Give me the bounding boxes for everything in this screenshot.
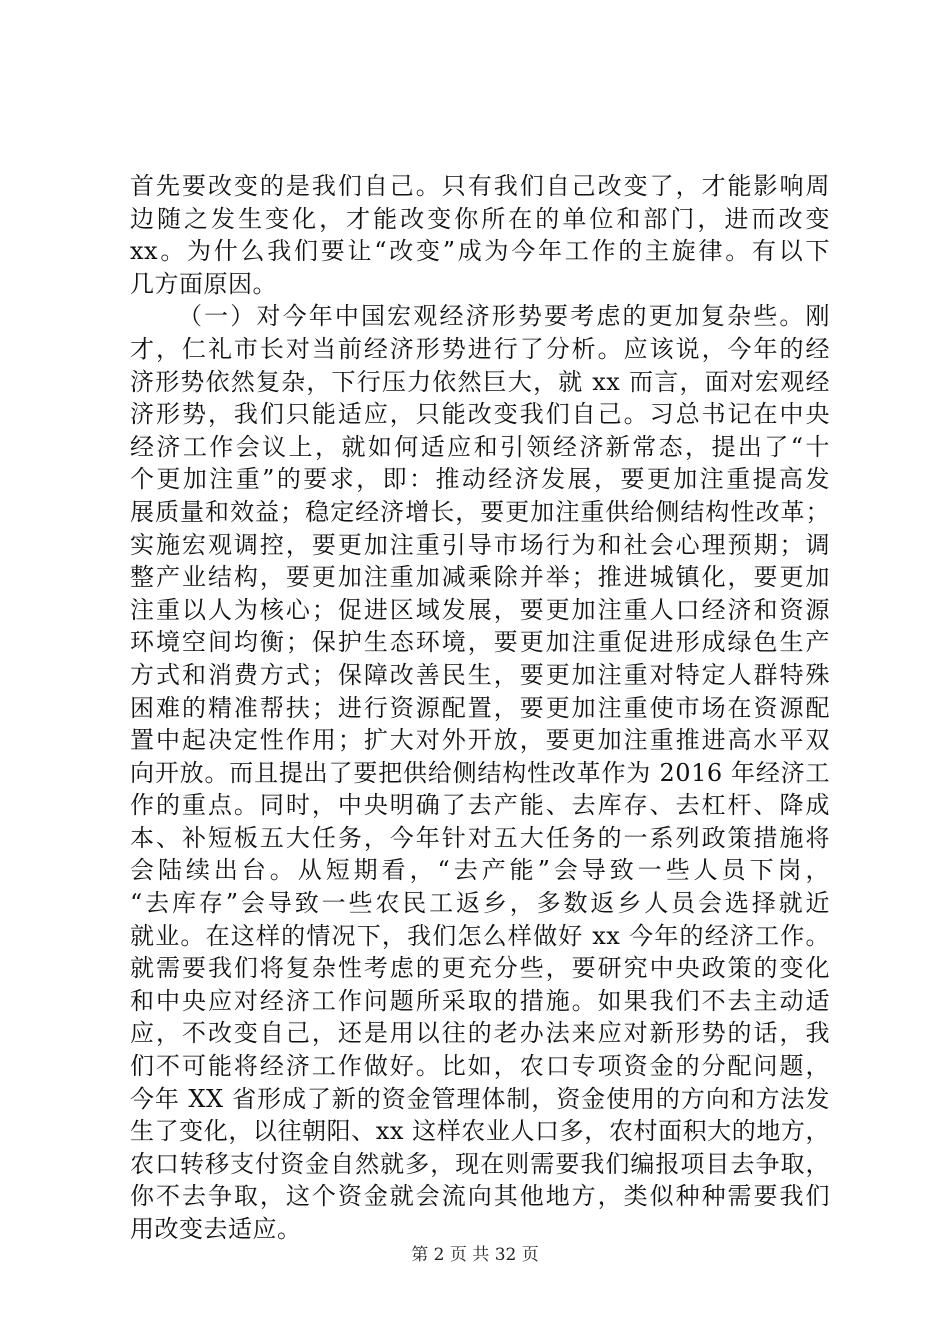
text-line: 们不可能将经济工作做好。比如，农口专项资金的分配问题， (130, 1052, 830, 1081)
text-line: 济形势，我们只能适应，只能改变我们自己。习总书记在中央 (130, 400, 830, 429)
text-line: 环境空间均衡；保护生态环境，要更加注重促进形成绿色生产 (130, 628, 830, 657)
paragraph-start-line: （一）对今年中国宏观经济形势要考虑的更加复杂些。刚 (178, 302, 830, 331)
text-line: 本、补短板五大任务，今年针对五大任务的一系列政策措施将 (130, 823, 830, 852)
text-line: 困难的精准帮扶；进行资源配置，要更加注重使市场在资源配 (130, 693, 830, 722)
text-line: 实施宏观调控，要更加注重引导市场行为和社会心理预期；调 (130, 530, 830, 559)
text-line: 就需要我们将复杂性考虑的更充分些，要研究中央政策的变化 (130, 954, 830, 983)
text-line: 几方面原因。 (130, 269, 277, 298)
text-line: 置中起决定性作用；扩大对外开放，要更加注重推进高水平双 (130, 726, 830, 755)
text-line: 生了变化，以往朝阳、xx 这样农业人口多，农村面积大的地方， (130, 1117, 830, 1146)
text-line: 整产业结构，要更加注重加减乘除并举；推进城镇化，要更加 (130, 563, 830, 592)
document-body (130, 170, 830, 1246)
text-line: 你不去争取，这个资金就会流向其他地方，类似种种需要我们 (130, 1182, 830, 1211)
text-line: 首先要改变的是我们自己。只有我们自己改变了，才能影响周 (130, 172, 830, 200)
text-line: 应，不改变自己，还是用以往的老办法来应对新形势的话，我 (130, 1019, 830, 1048)
text-line: 和中央应对经济工作问题所采取的措施。如果我们不去主动适 (130, 986, 830, 1015)
text-line: “去库存”会导致一些农民工返乡，多数返乡人员会选择就近 (130, 889, 830, 918)
text-line: 用改变去适应。 (130, 1215, 302, 1243)
text-line: 会陆续出台。从短期看，“去产能”会导致一些人员下岗， (130, 856, 830, 885)
text-line: 作的重点。同时，中央明确了去产能、去库存、去杠杆、降成 (130, 791, 830, 820)
text-line: 农口转移支付资金自然就多，现在则需要我们编报项目去争取， (130, 1149, 830, 1178)
text-line: 今年 XX 省形成了新的资金管理体制，资金使用的方向和方法发 (130, 1084, 830, 1113)
page-number-footer: 第 2 页 共 32 页 (411, 1245, 539, 1265)
text-line: 济形势依然复杂，下行压力依然巨大，就 xx 而言，面对宏观经 (130, 367, 830, 396)
text-line: 个更加注重”的要求，即：推动经济发展，要更加注重提高发 (130, 465, 830, 494)
text-line: xx。为什么我们要让“改变”成为今年工作的主旋律。有以下 (130, 237, 830, 266)
text-line: 经济工作会议上，就如何适应和引领经济新常态，提出了“十 (130, 432, 830, 461)
text-line: 边随之发生变化，才能改变你所在的单位和部门，进而改变 (130, 204, 830, 233)
text-line: 向开放。而且提出了要把供给侧结构性改革作为 2016 年经济工 (130, 758, 830, 787)
text-line: 方式和消费方式；保障改善民生，要更加注重对特定人群特殊 (130, 660, 830, 689)
text-line: 就业。在这样的情况下，我们怎么样做好 xx 今年的经济工作。 (130, 921, 830, 950)
text-line: 展质量和效益；稳定经济增长，要更加注重供给侧结构性改革； (130, 497, 830, 526)
text-line: 注重以人为核心；促进区域发展，要更加注重人口经济和资源 (130, 595, 830, 624)
text-line: 才，仁礼市长对当前经济形势进行了分析。应该说，今年的经 (130, 334, 830, 363)
